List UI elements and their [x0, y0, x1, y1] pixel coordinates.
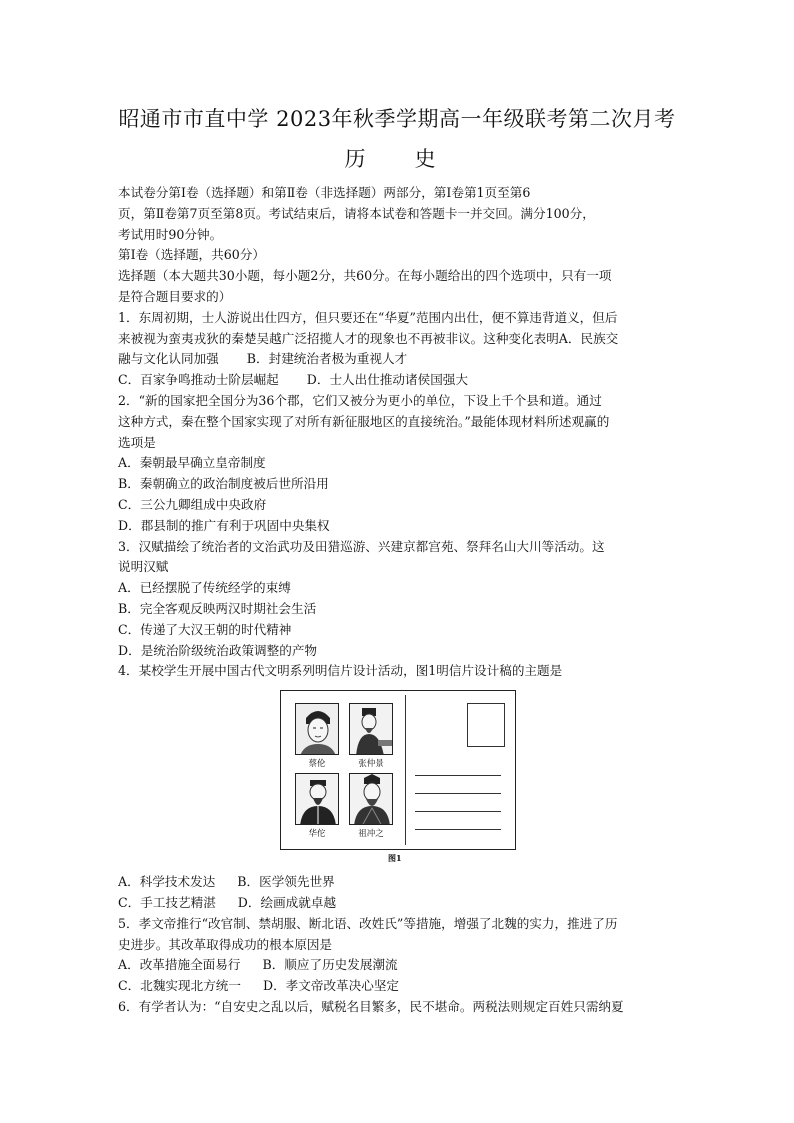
option-c: C．传递了大汉王朝的时代精神: [118, 621, 292, 637]
question-3-stem: 说明汉赋: [118, 559, 169, 575]
option-d: D．士人出仕推动诸侯国强大: [306, 372, 468, 388]
section-heading: 第Ⅰ卷（选择题，共60分）: [118, 247, 265, 263]
question-4-options-row: [118, 872, 678, 893]
postcard-divider: [405, 695, 406, 845]
exam-title: 昭通市市直中学 2023年秋季学期高一年级联考第二次月考: [118, 107, 676, 131]
subject-title: [0, 144, 794, 174]
postcard: [280, 690, 516, 850]
portrait-cai-lun-image: [295, 703, 339, 755]
address-line: [415, 811, 501, 812]
option-d: D．绘画成就卓越: [237, 894, 337, 910]
question-1-stem: 1．东周初期，士人游说出仕四方，但只要还在“华夏”范围内出仕，便不算违背道义，但后: [118, 309, 618, 325]
question-5-stem: 5．孝文帝推行“改官制、禁胡服、断北语、改姓氏”等措施，增强了北魏的实力，推进了历: [118, 915, 618, 931]
option-c: C．百家争鸣推动士阶层崛起: [118, 372, 279, 388]
question-3-stem: 3．汉赋描绘了统治者的文治武功及田猎巡游、兴建京都宫苑、祭拜名山大川等活动。这: [118, 538, 605, 554]
question-5-options-row: [118, 955, 678, 976]
portrait-hua-tuo-image: [295, 773, 339, 825]
option-b: B．封建统治者极为重视人才: [246, 351, 408, 367]
option-b: B．完全客观反映两汉时期社会生活: [118, 600, 317, 616]
question-2-stem: 这种方式，秦在整个国家实现了对所有新征服地区的直接统治。”最能体现材料所述观赢的: [118, 413, 610, 429]
section-instruction: 选择题（本大题共30小题，每小题2分，共60分。在每小题给出的四个选项中，只有一项: [118, 268, 612, 284]
question-4-stem: 4．某校学生开展中国古代文明系列明信片设计活动，图1明信片设计稿的主题是: [118, 663, 563, 679]
portrait-zhang-zhongjing-image: [349, 703, 393, 755]
section-instruction: 是符合题目要求的）: [118, 288, 232, 304]
postcard-figure: [118, 690, 678, 866]
portrait-name: 祖冲之: [358, 829, 384, 840]
question-1-stem-tail: 融与文化认同加强: [118, 351, 219, 367]
question-1-options-row: [118, 349, 678, 370]
portrait-zu-chongzhi-image: [349, 773, 393, 825]
option-c: C．北魏实现北方统一: [118, 978, 241, 994]
question-6-stem: 6．有学者认为：“自安史之乱以后，赋税名目繁多，民不堪命。两税法则规定百姓只需纳夏: [118, 998, 624, 1014]
option-d: D．郡县制的推广有利于巩固中央集权: [118, 517, 330, 533]
portrait-name: 蔡伦: [308, 759, 326, 770]
address-line: [415, 775, 501, 776]
portrait-name: 张仲景: [358, 759, 384, 770]
question-5-options-row: [118, 976, 678, 997]
figure-caption: 图1: [388, 853, 402, 864]
question-1-options-row: [118, 370, 678, 391]
option-b: B．秦朝确立的政治制度被后世所沿用: [118, 476, 329, 492]
intro-line: 考试用时90分钟。: [118, 226, 223, 242]
option-d: D．是统治阶级统治政策调整的产物: [118, 642, 318, 658]
question-5-stem: 史进步。其改革取得成功的根本原因是: [118, 936, 333, 952]
question-2-stem: 2．“新的国家把全国分为36个郡，它们又被分为更小的单位，下设上千个县和道。通过: [118, 392, 602, 408]
option-d: D．孝文帝改革决心坚定: [262, 978, 400, 994]
question-4-options-row: [118, 893, 678, 914]
option-c: C．三公九卿组成中央政府: [118, 496, 267, 512]
intro-line: 页，第Ⅱ卷第7页至第8页。考试结束后，请将本试卷和答题卡一并交回。满分100分，: [118, 205, 595, 221]
portrait-name: 华佗: [308, 829, 326, 840]
question-1-stem: 来被视为蛮夷戎狄的秦楚吴越广泛招揽人才的现象也不再被非议。这种变化表明A．民族交: [118, 330, 619, 346]
option-c: C．手工技艺精湛: [118, 894, 216, 910]
stamp-box: [467, 703, 505, 747]
option-a: A．已经摆脱了传统经学的束缚: [118, 580, 291, 596]
subject-text: 历 史: [344, 147, 450, 171]
option-a: A．秦朝最早确立皇帝制度: [118, 455, 266, 471]
address-line: [415, 793, 501, 794]
option-a: A．改革措施全面易行: [118, 957, 241, 973]
option-b: B．顺应了历史发展潮流: [262, 957, 398, 973]
exam-content: [118, 183, 678, 1018]
address-line: [415, 829, 501, 830]
question-2-stem: 选项是: [118, 434, 156, 450]
intro-line: 本试卷分第Ⅰ卷（选择题）和第Ⅱ卷（非选择题）两部分，第Ⅰ卷第1页至第6: [118, 185, 531, 200]
option-b: B．医学领先世界: [237, 874, 335, 890]
option-a: A．科学技术发达: [118, 874, 216, 890]
